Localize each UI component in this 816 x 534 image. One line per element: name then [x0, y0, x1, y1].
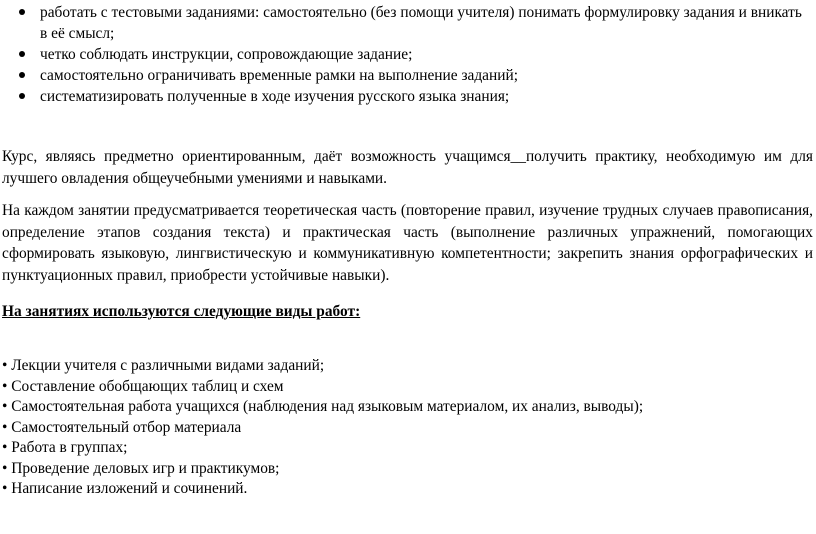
bullet-icon — [19, 72, 25, 78]
skills-bullet-list — [0, 2, 816, 107]
list-item-text: четко соблюдать инструкции, сопровождающие задание; — [40, 46, 413, 63]
list-item: • Работа в группах; — [2, 439, 128, 456]
list-item-text: систематизировать полученные в ходе изучения русского языка знания; — [40, 88, 510, 105]
list-item: • Составление обобщающих таблиц и схем — [2, 377, 284, 395]
list-item: • Проведение деловых игр и практикумов; — [2, 459, 280, 477]
list-item — [0, 86, 816, 107]
works-heading: На занятиях используются следующие виды работ: — [2, 303, 361, 320]
list-item: • Лекции учителя с различными видами заданий; — [2, 357, 325, 374]
course-paragraph: Курс, являясь предметно ориентированным, даёт возможность учащимся__получить практику, необходимую им для лучшего овладения общеучебными умениями и навыками. — [2, 148, 813, 187]
list-item — [0, 2, 816, 44]
list-item — [0, 44, 816, 65]
works-list — [2, 356, 812, 500]
list-item: • Самостоятельный отбор материала — [2, 418, 242, 436]
bullet-icon — [19, 93, 25, 99]
list-item: • Самостоятельная работа учащихся (наблюдения над языковым материалом, их анализ, выводы); — [2, 398, 644, 415]
bullet-icon — [19, 51, 25, 57]
list-item-text: работать с тестовыми заданиями: самостоятельно (без помощи учителя) понимать формулировку задания и вникать в её смысл; — [40, 4, 802, 42]
list-item-text: самостоятельно ограничивать временные рамки на выполнение заданий; — [40, 67, 519, 84]
list-item: • Написание изложений и сочинений. — [2, 480, 248, 497]
bullet-icon — [19, 9, 25, 15]
lesson-paragraph: На каждом занятии предусматривается теоретическая часть (повторение правил, изучение трудных случаев правописания, определение этапов создания текста) и практическая часть (выполнение различных упражнений, помогающих сформировать языковую, лингвистическую и коммуникативную компетентности; закрепить знания орфографических и пунктуационных правил, приобрести устойчивые навыки). — [2, 202, 813, 284]
list-item — [0, 65, 816, 86]
